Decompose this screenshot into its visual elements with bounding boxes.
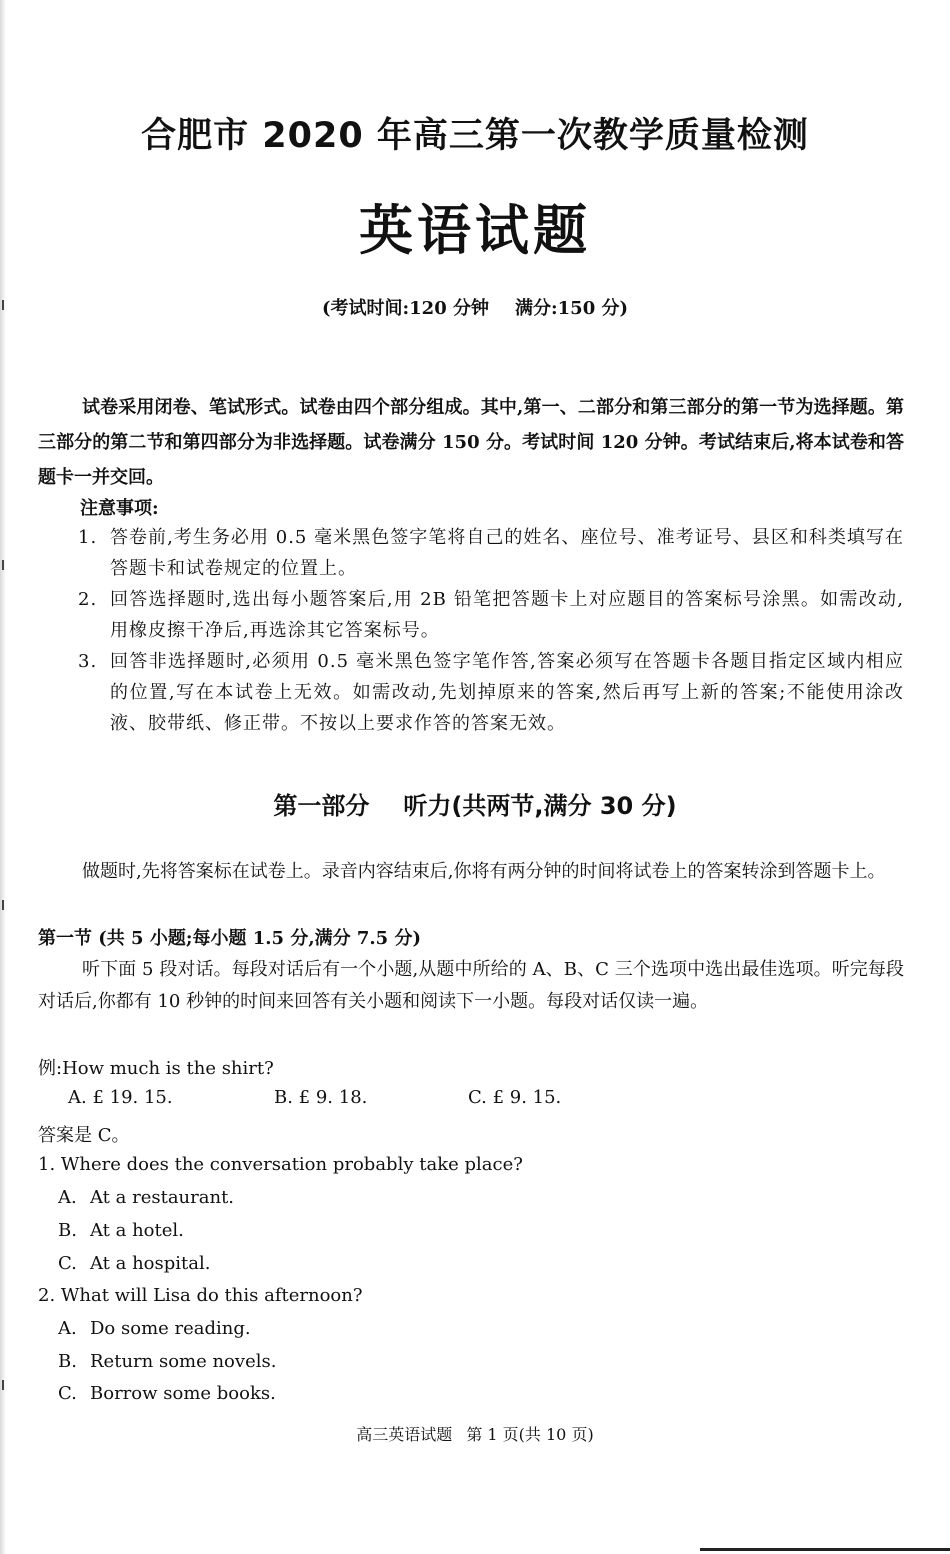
answer-option <box>58 1318 251 1339</box>
example-question: 例:How much is the shirt? <box>38 1058 274 1079</box>
answer-option <box>58 1383 276 1404</box>
answer-option <box>58 1220 184 1241</box>
part-heading: 第一节 (共 5 小题;每小题 1.5 分,满分 7.5 分) <box>38 928 421 949</box>
option-letter: A. <box>58 1318 77 1339</box>
example-answer: 答案是 C。 <box>38 1125 130 1146</box>
note-item <box>78 646 904 739</box>
footer-page-number: 第 1 页(共 10 页) <box>466 1425 594 1444</box>
part-instruction: 听下面 5 段对话。每段对话后有一个小题,从题中所给的 A、B、C 三个选项中选出最佳选项。听完每段对话后,你都有 10 秒钟的时间来回答有关小题和阅读下一小题。每段对话仅读一遍。 <box>38 959 904 1012</box>
note-text: 回答选择题时,选出每小题答案后,用 2B 铅笔把答题卡上对应题目的答案标号涂黑。如需改动,用橡皮擦干净后,再选涂其它答案标号。 <box>110 589 904 641</box>
scan-artifact-line <box>700 1548 950 1551</box>
note-text: 答卷前,考生务必用 0.5 毫米黑色签字笔将自己的姓名、座位号、准考证号、县区和科类填写在答题卡和试卷规定的位置上。 <box>110 527 904 579</box>
note-item <box>78 584 904 646</box>
option-text: Do some reading. <box>90 1318 251 1339</box>
notes-list <box>78 522 904 739</box>
section-name: 听力(共两节,满分 30 分) <box>403 792 677 820</box>
option-letter: C. <box>58 1253 77 1274</box>
subject-title: 英语试题 <box>359 198 591 262</box>
option-text: Borrow some books. <box>90 1383 276 1404</box>
question-text: 2. What will Lisa do this afternoon? <box>38 1285 363 1306</box>
answer-option <box>58 1351 276 1372</box>
section-part: 第一部分 <box>273 792 370 820</box>
exam-intro: 试卷采用闭卷、笔试形式。试卷由四个部分组成。其中,第一、二部分和第三部分的第一节为选择题。第三部分的第二节和第四部分为非选择题。试卷满分 150 分。考试时间 120 分钟。考试结束后,将本试卷和答题卡一并交回。 <box>38 397 904 488</box>
option-text: Return some novels. <box>90 1351 277 1372</box>
notes-heading: 注意事项: <box>80 498 159 519</box>
option-letter: C. <box>58 1383 77 1404</box>
full-score: 满分:150 分) <box>515 298 629 319</box>
option-letter: A. <box>58 1187 77 1208</box>
note-item <box>78 522 904 584</box>
option-letter: B. <box>58 1220 77 1241</box>
section-instruction: 做题时,先将答案标在试卷上。录音内容结束后,你将有两分钟的时间将试卷上的答案转涂到答题卡上。 <box>82 861 886 882</box>
note-text: 回答非选择题时,必须用 0.5 毫米黑色签字笔作答,答案必须写在答题卡各题目指定区域内相应的位置,写在本试卷上无效。如需改动,先划掉原来的答案,然后再写上新的答案;不能使用涂改液、胶带纸、修正带。不按以上要求作答的答案无效。 <box>110 651 904 734</box>
note-number: 2. <box>78 589 98 610</box>
section-title <box>0 786 950 821</box>
answer-option <box>58 1187 234 1208</box>
footer-subject: 高三英语试题 <box>356 1425 453 1444</box>
example-option: A. £ 19. 15. <box>68 1087 173 1108</box>
question-text: 1. Where does the conversation probably take place? <box>38 1154 523 1175</box>
answer-option <box>58 1253 210 1274</box>
note-number: 3. <box>78 651 98 672</box>
page-footer <box>0 1422 950 1445</box>
exam-time: (考试时间:120 分钟 <box>321 298 489 319</box>
option-letter: B. <box>58 1351 77 1372</box>
option-text: At a restaurant. <box>90 1187 235 1208</box>
example-option: B. £ 9. 18. <box>274 1087 368 1108</box>
option-text: At a hospital. <box>90 1253 211 1274</box>
exam-header-title: 合肥市 2020 年高三第一次教学质量检测 <box>141 116 809 156</box>
note-number: 1. <box>78 527 98 548</box>
example-option: C. £ 9. 15. <box>468 1087 562 1108</box>
option-text: At a hotel. <box>90 1220 184 1241</box>
exam-meta <box>0 294 950 320</box>
